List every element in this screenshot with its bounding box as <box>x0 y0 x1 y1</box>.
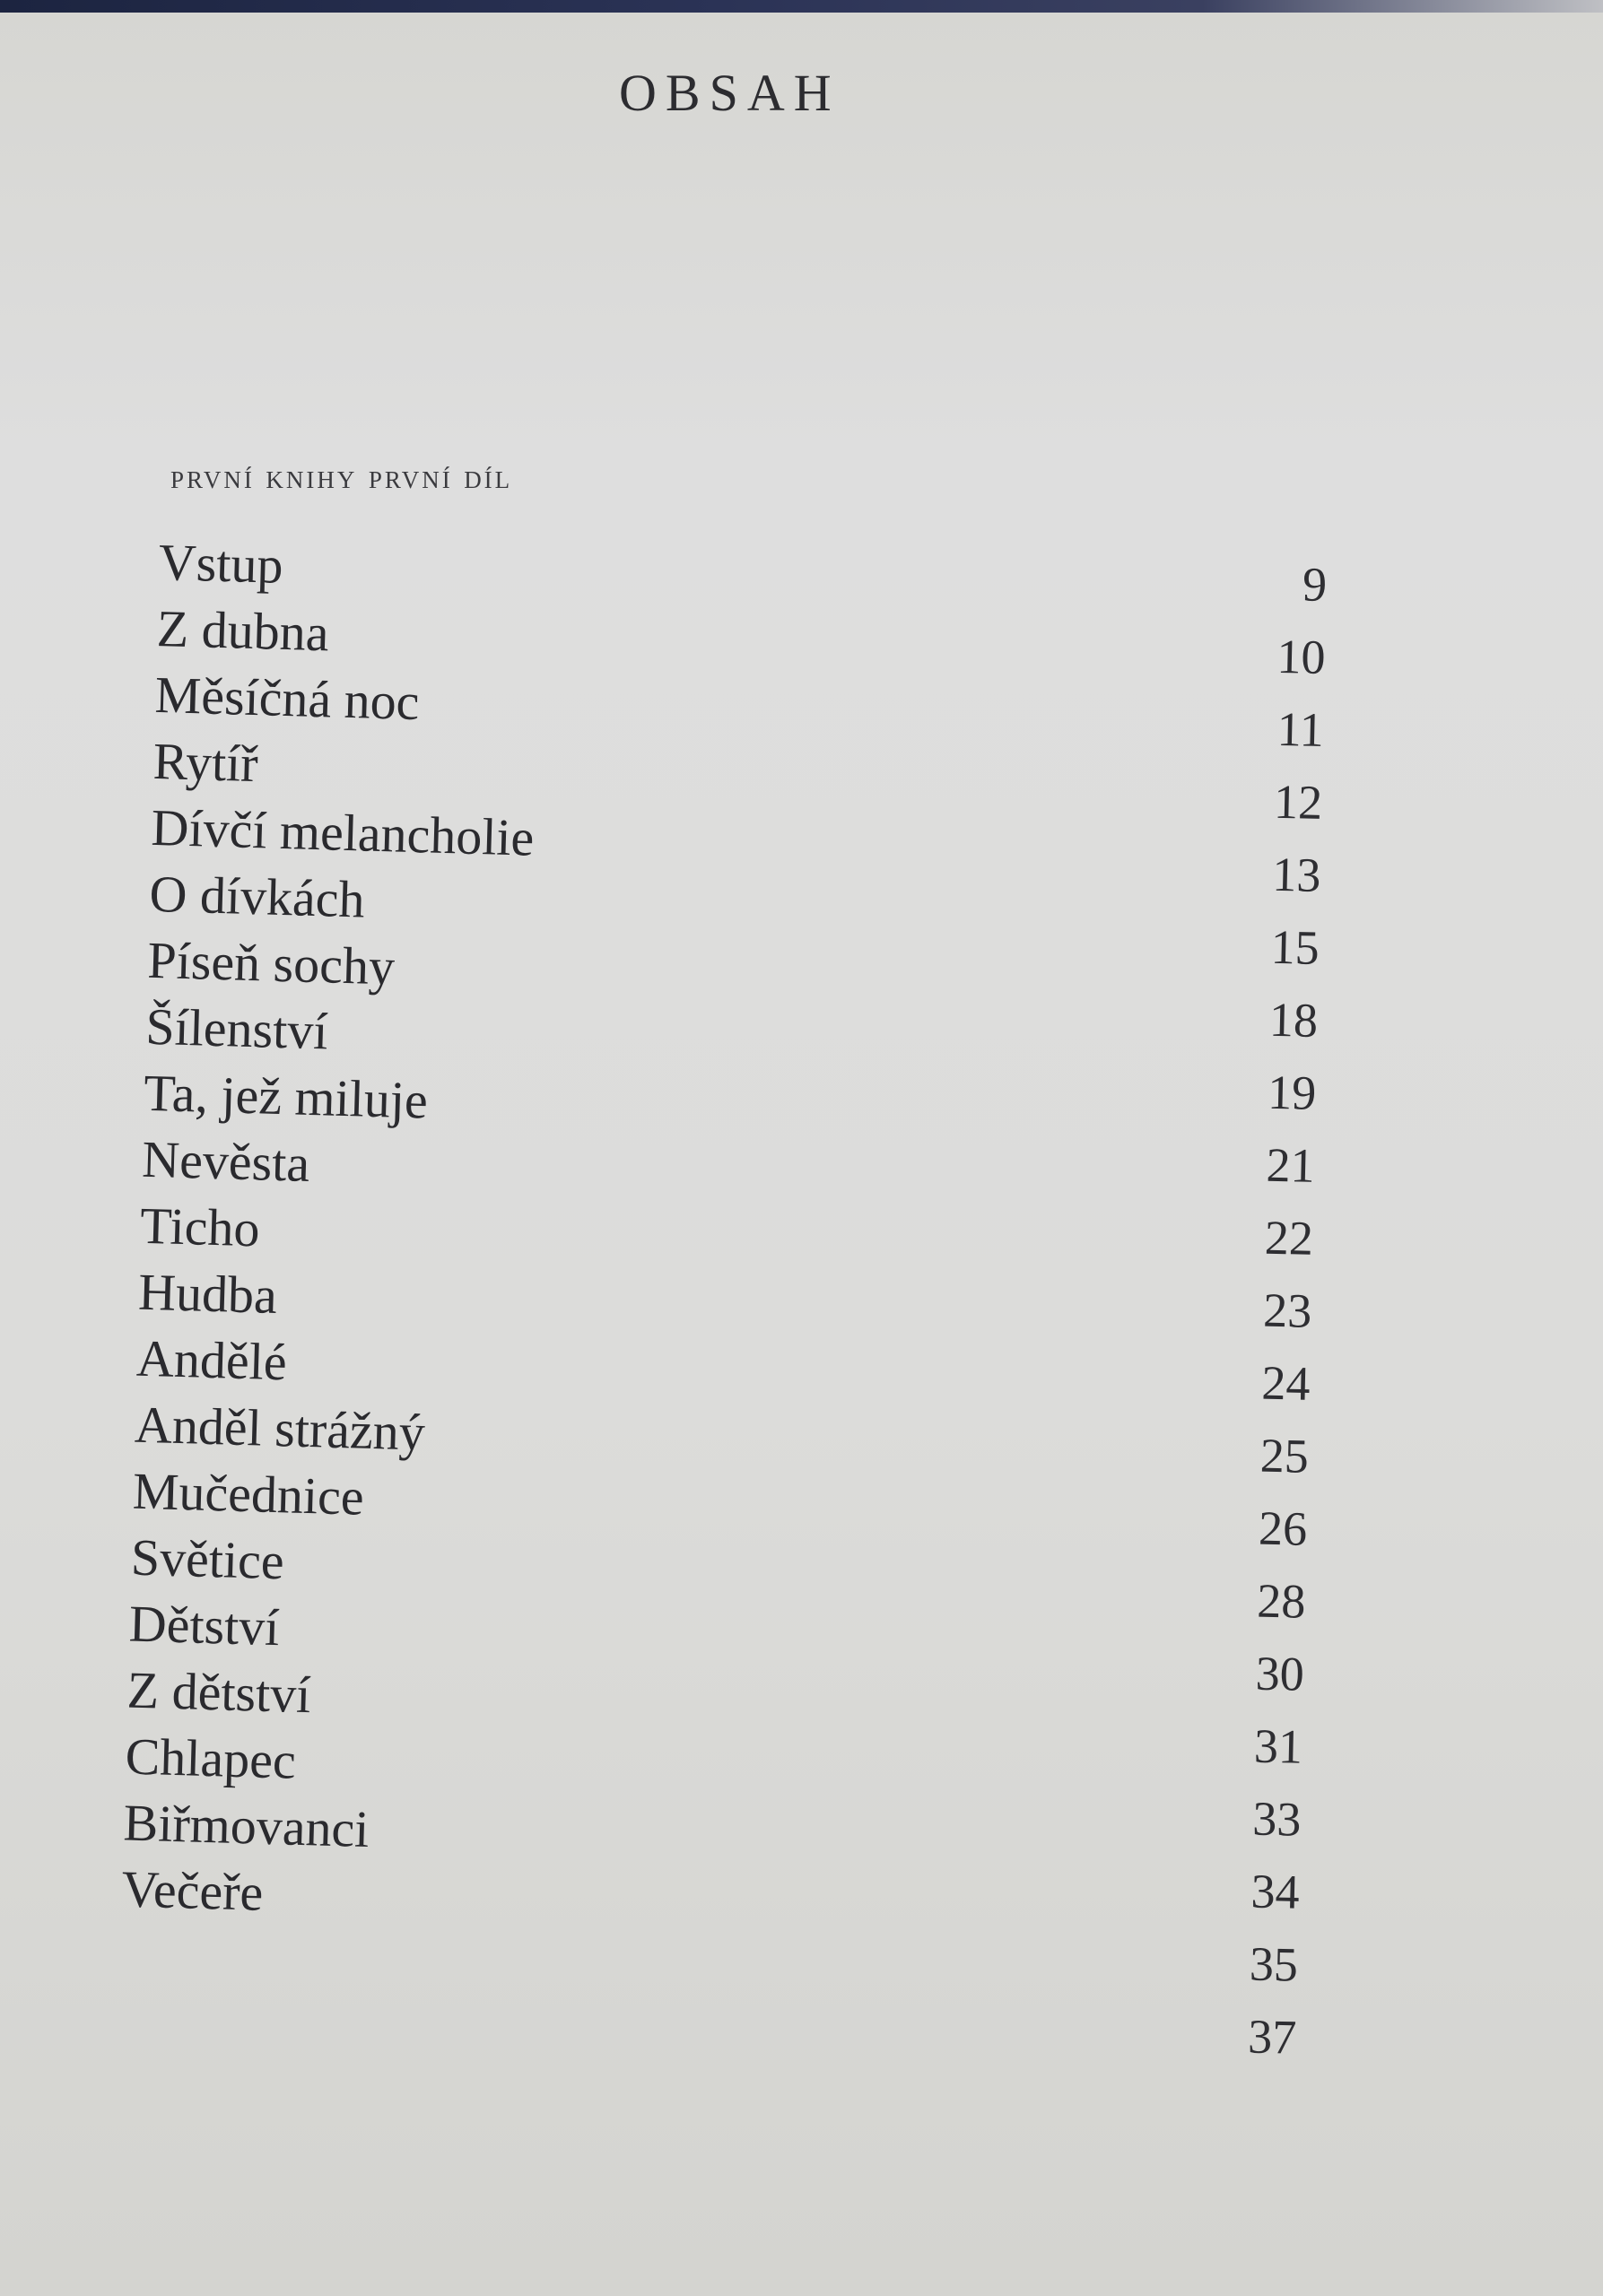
toc-page-number: 33 <box>1251 1791 1302 1847</box>
toc-entry-title: Anděl strážný <box>134 1395 426 1462</box>
page-title: OBSAH <box>619 64 841 122</box>
toc-page-number: 9 <box>1302 557 1328 612</box>
toc-entry-title: Šílenství <box>144 996 329 1061</box>
toc-entry-title: Z dubna <box>156 598 330 663</box>
toc-entry-title: Dívčí melancholie <box>150 797 536 867</box>
toc-page-number: 21 <box>1265 1137 1316 1193</box>
toc-entry-title: O dívkách <box>148 864 366 929</box>
toc-entry-title: Z dětství <box>126 1660 312 1725</box>
toc-entry-title: Mučednice <box>132 1461 365 1526</box>
toc-entry-title: Světice <box>130 1527 285 1591</box>
toc-entry-title: Večeře <box>120 1859 265 1922</box>
toc-page-number: 28 <box>1256 1573 1307 1629</box>
toc-entry-title: Andělé <box>135 1328 288 1392</box>
toc-entry-title: Měsíčná noc <box>153 665 421 732</box>
toc-page-number: 24 <box>1260 1355 1311 1411</box>
toc-page-number: 13 <box>1271 847 1322 902</box>
toc-page-number: 23 <box>1262 1283 1312 1338</box>
toc-entry-title: Rytíř <box>152 731 259 794</box>
toc-entry-title: Nevěsta <box>141 1129 311 1193</box>
toc-entry-title: Chlapec <box>124 1726 297 1790</box>
toc-page-number: 26 <box>1258 1500 1308 1556</box>
toc-page-number: 25 <box>1259 1428 1310 1483</box>
toc-page-number: 11 <box>1276 701 1325 757</box>
toc-entry-title: Hudba <box>137 1262 278 1325</box>
toc-entry-title: Ta, jež miluje <box>143 1063 429 1130</box>
toc-entry-title: Ticho <box>139 1196 261 1258</box>
toc-page-number: 15 <box>1270 919 1320 975</box>
toc-page-number: 37 <box>1247 2009 1297 2065</box>
toc-entry-title: Píseň sochy <box>146 930 396 996</box>
toc-page-number: 19 <box>1267 1065 1317 1120</box>
toc-page-number: 34 <box>1250 1864 1301 1919</box>
toc-page-number: 35 <box>1249 1936 1299 1992</box>
toc-page-number: 18 <box>1268 992 1319 1048</box>
toc-page-number: 10 <box>1276 629 1327 684</box>
book-cover-edge <box>0 0 1603 13</box>
toc-page-number: 30 <box>1255 1646 1305 1701</box>
toc-page-number: 31 <box>1253 1718 1303 1774</box>
toc-page-number-list <box>1188 546 1328 2074</box>
toc-entry-title: Dětství <box>128 1594 281 1657</box>
toc-entry-title: Biřmovanci <box>122 1793 370 1859</box>
toc-entry-title: Vstup <box>158 532 284 595</box>
section-heading: první knihy první díl <box>170 458 513 496</box>
toc-page-number: 22 <box>1264 1210 1314 1265</box>
toc-page-number: 12 <box>1273 774 1323 830</box>
toc-title-list <box>121 529 967 1945</box>
